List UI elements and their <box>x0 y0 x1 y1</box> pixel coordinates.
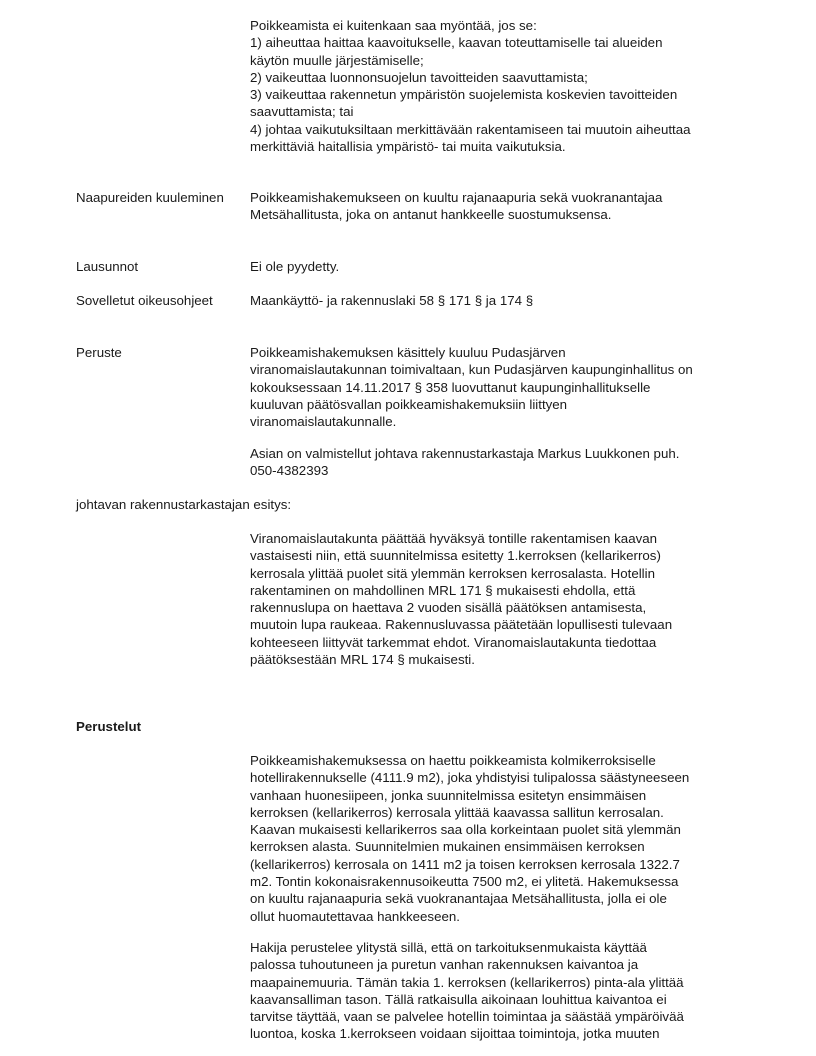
perustelut-para-2 <box>250 939 750 1043</box>
intro-line: saavuttamista; tai <box>250 104 354 120</box>
esitys-line: vastaisesti niin, että suunnitelmissa esitetty 1.kerroksen (kellarikerros) <box>250 548 661 564</box>
perustelut-line: Kaavan mukaisesti kellarikerros saa olla korkeintaan puolet sitä ylemmän <box>250 822 681 838</box>
intro-line: Poikkeamista ei kuitenkaan saa myöntää, jos se: <box>250 18 537 33</box>
perustelut-line: ollut huomautettavaa hankkeeseen. <box>250 908 460 924</box>
peruste-line: 050-4382393 <box>250 463 329 479</box>
naapurit-label: Naapureiden kuuleminen <box>76 190 224 205</box>
peruste-para-1 <box>250 344 750 430</box>
intro-line: 1) aiheuttaa haittaa kaavoitukselle, kaavan toteuttamiselle tai alueiden <box>250 35 663 51</box>
sovelletut-label: Sovelletut oikeusohjeet <box>76 293 213 308</box>
perustelut-line: Hakija perustelee ylitystä sillä, että on tarkoituksenmukaista käyttää <box>250 940 647 955</box>
intro-line: 4) johtaa vaikutuksiltaan merkittävään rakentamiseen tai muutoin aiheuttaa <box>250 121 691 137</box>
peruste-line: viranomaislautakunnan toimivaltaan, kun Pudasjärven kaupunginhallitus on <box>250 362 693 378</box>
peruste-para-2 <box>250 445 750 480</box>
perustelut-line: on kuultu rajanaapuria sekä vuokranantajaa Metsähallitusta, jolla ei ole <box>250 891 667 907</box>
esitys-line: Viranomaislautakunta päättää hyväksyä tontille rakentamisen kaavan <box>250 531 658 546</box>
lausunnot-label: Lausunnot <box>76 259 139 274</box>
peruste-line: Asian on valmistellut johtava rakennustarkastaja Markus Luukkonen puh. <box>250 446 680 461</box>
perustelut-line: kerroksen alasta. Suunnitelmien mukainen ensimmäisen kerroksen <box>250 839 645 855</box>
esitys-label: johtavan rakennustarkastajan esitys: <box>76 497 292 512</box>
esitys-line: kerrosala ylittää puolet sitä ylemmän kerroksen kerrosalasta. Hotellin <box>250 565 655 581</box>
perustelut-line: m2. Tontin kokonaisrakennusoikeutta 7500 m2, ei ylitetä. Hakemuksessa <box>250 874 679 890</box>
perustelut-line: kaavansalliman tason. Tällä ratkaisulla aikoinaan louhittua kaivantoa ei <box>250 991 667 1007</box>
sovelletut-text: Maankäyttö- ja rakennuslaki 58 § 171 § ja 174 § <box>250 293 534 308</box>
perustelut-para-1 <box>250 752 750 925</box>
perustelut-line: maapainemuuria. Tämän takia 1. kerroksen (kellarikerros) pinta-ala ylittää <box>250 974 684 990</box>
peruste-line: kokouksessaan 14.11.2017 § 358 luovuttanut kaupunginhallitukselle <box>250 379 651 395</box>
perustelut-heading: Perustelut <box>76 719 142 734</box>
esitys-line: muutoin lupa raukeaa. Rakennusluvassa päätetään lopullisesti tulevaan <box>250 617 673 633</box>
perustelut-line: palossa tuhoutuneen ja puretun vanhan rakennuksen kaivantoa ja <box>250 957 639 973</box>
peruste-line: viranomaislautakunnalle. <box>250 414 397 430</box>
esitys-text <box>250 530 750 668</box>
peruste-label: Peruste <box>76 345 122 360</box>
intro-line: 2) vaikeuttaa luonnonsuojelun tavoitteiden saavuttamista; <box>250 69 588 85</box>
perustelut-line: luontoa, koska 1.kerrokseen voidaan sijoittaa toimintoja, jotka muuten <box>250 1026 660 1042</box>
perustelut-line: (kellarikerros) kerrosala on 1411 m2 ja toisen kerroksen kerrosala 1322.7 <box>250 856 680 872</box>
naapurit-line: Metsähallitusta, joka on antanut hankkeelle suostumuksensa. <box>250 207 612 223</box>
intro-line: käytön muulle järjestämiselle; <box>250 52 424 68</box>
esitys-line: päätöksestään MRL 174 § mukaisesti. <box>250 652 475 668</box>
naapurit-text <box>250 189 750 224</box>
perustelut-line: hotellirakennukselle (4111.9 m2), joka yhdistyisi tulipalossa säästyneeseen <box>250 770 690 786</box>
esitys-line: rakennuslupa on haettava 2 vuoden sisällä päätöksen antamisesta, <box>250 600 647 616</box>
naapurit-line: Poikkeamishakemukseen on kuultu rajanaapuria sekä vuokranantajaa <box>250 190 663 205</box>
esitys-line: kohteeseen liittyvät tarkemmat ehdot. Viranomaislautakunta tiedottaa <box>250 634 657 650</box>
perustelut-line: kerroksen (kellarikerros) kerrosala ylittää kaavassa sallitun kerrosalan. <box>250 804 664 820</box>
intro-line: merkittäviä haitallisia ympäristö- tai muita vaikutuksia. <box>250 139 566 155</box>
peruste-line: kuuluvan päätösvallan poikkeamishakemuksiin liittyen <box>250 396 568 412</box>
intro-conditions <box>250 17 750 155</box>
lausunnot-text: Ei ole pyydetty. <box>250 259 340 274</box>
intro-line: 3) vaikeuttaa rakennetun ympäristön suojelemista koskevien tavoitteiden <box>250 87 678 103</box>
perustelut-line: tarvitse täyttää, vaan se palvelee hotellin toimintaa ja säästää ympäröivää <box>250 1009 684 1025</box>
peruste-line: Poikkeamishakemuksen käsittely kuuluu Pudasjärven <box>250 345 566 360</box>
perustelut-line: Poikkeamishakemuksessa on haettu poikkeamista kolmikerroksiselle <box>250 753 656 768</box>
perustelut-line: vanhaan huonesiipeen, jonka suunnitelmissa esitetyn ensimmäisen <box>250 787 647 803</box>
esitys-line: rakentaminen on mahdollinen MRL 171 § mukaisesti ehdolla, että <box>250 582 636 598</box>
